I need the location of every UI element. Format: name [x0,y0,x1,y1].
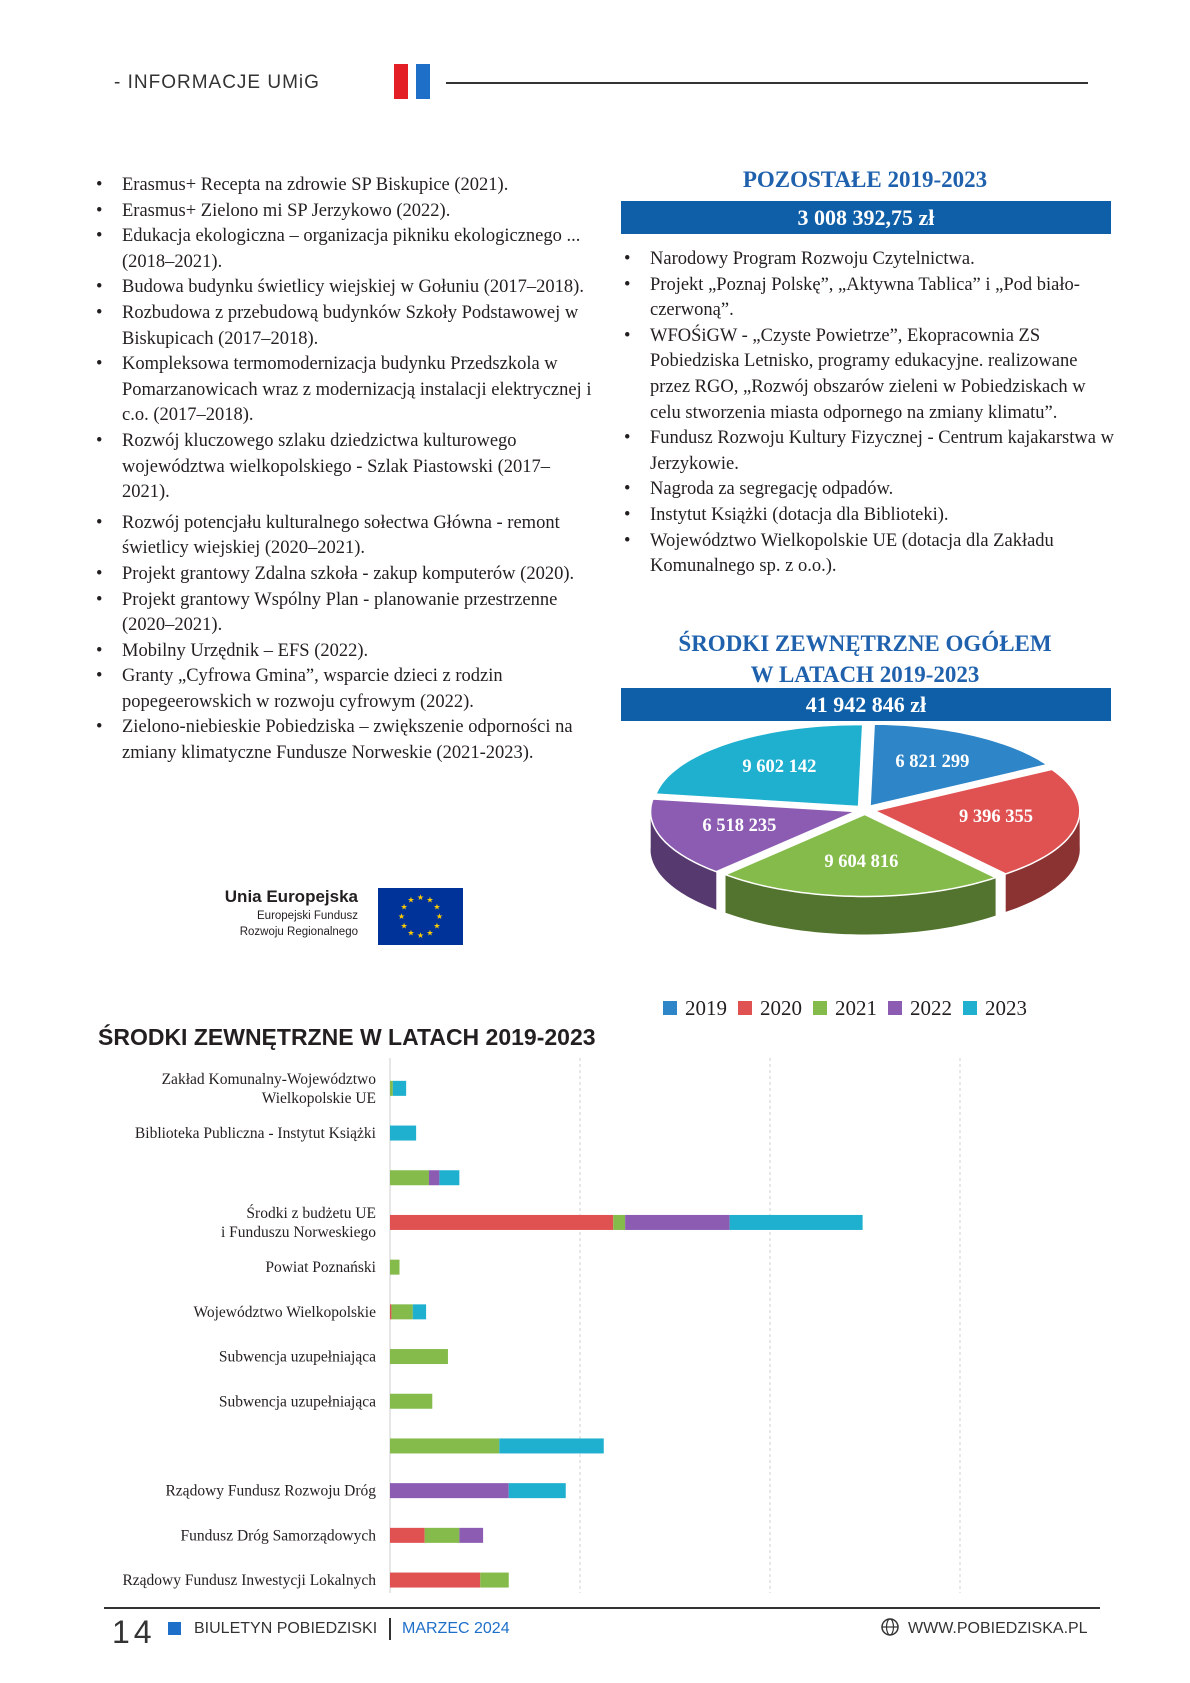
category-label: Fundusz Dróg Samorządowych [180,1527,376,1545]
eu-flag-icon [378,888,463,945]
legend-item [813,994,877,1022]
eu-star-icon: ★ [426,895,434,905]
eu-star-icon: ★ [435,912,444,921]
bar-segment-2021 [390,1394,432,1409]
pie-data-label: 9 396 355 [958,807,1033,828]
website-link[interactable]: WWW.POBIEDZISKA.PL [908,1620,1088,1637]
bar-segment-2021 [390,1438,499,1453]
bar-segment-2023 [413,1304,426,1319]
category-label: Subwencja uzupełniająca [218,1348,376,1366]
eu-star-icon: ★ [407,895,415,905]
bar-segment-2020 [390,1573,480,1588]
list-item: • Granty „Cyfrowa Gmina”, wsparcie dzieci z rodzin popegeerowskich w rozwoju cyfrowym (2022). [92,664,592,715]
bar-segment-2022 [429,1170,439,1185]
eu-star-icon: ★ [433,921,441,931]
pie-data-label: 9 604 816 [824,851,899,872]
legend-label: 2021 [835,995,877,1020]
right-source-list [620,247,1120,580]
list-item: • Narodowy Program Rozwoju Czytelnictwa. [620,247,1120,273]
eu-star-icon: ★ [407,928,415,938]
list-item: • Erasmus+ Zielono mi SP Jerzykowo (2022). [92,199,592,225]
eu-star-icon: ★ [397,912,406,921]
bar-segment-2020 [390,1528,425,1543]
list-item: • Erasmus+ Recepta na zdrowie SP Biskupice (2021). [92,173,592,199]
ogolem-heading-line: W LATACH 2019-2023 [750,662,980,687]
list-item: • Rozwój kluczowego szlaku dziedzictwa kulturowego województwa wielkopolskiego - Szlak Piastowski (2017–2021). [92,429,592,506]
list-item: • Nagroda za segregację odpadów. [620,477,1120,503]
category-label: Biblioteka Publiczna - Instytut Książki [134,1125,376,1143]
bar-chart-title: ŚRODKI ZEWNĘTRZNE W LATACH 2019-2023 [98,1024,596,1050]
eu-star-icon: ★ [400,902,408,912]
list-item: • WFOŚiGW - „Czyste Powietrze”, Ekopracownia ZS Pobiedziska Letnisko, programy edukacyjne. realizowane przez RGO, „Rozwój obszarów zieleni w Pobiedziskach w celu stworzenia miasta odpornego na zmiany klimatu”. [620,324,1120,426]
bar-chart [88,1058,1108,1603]
pie-data-label: 6 518 235 [702,815,777,836]
footer-square-icon [168,1622,181,1635]
bar-segment-2023 [509,1483,566,1498]
list-item: • Fundusz Rozwoju Kultury Fizycznej - Centrum kajakarstwa w Jerzykowie. [620,426,1120,477]
list-item: • Zielono-niebieskie Pobiedziska – zwiększenie odporności na zmiany klimatyczne Fundusze Norweskie (2021-2023). [92,715,592,766]
header-blue-bar [416,64,430,99]
category-label: Środki z budżetu UE [246,1204,376,1222]
bar-segment-2020 [390,1304,391,1319]
legend-label: 2023 [985,995,1027,1020]
ogolem-amount-bar: 41 942 846 zł [621,688,1111,721]
legend-swatch [888,1001,902,1015]
header-rule [446,82,1088,84]
list-item: • Rozbudowa z przebudową budynków Szkoły Podstawowej w Biskupicach (2017–2018). [92,301,592,352]
bar-segment-2023 [499,1438,604,1453]
category-label: Rządowy Fundusz Inwestycji Lokalnych [122,1572,376,1590]
category-label: Wielkopolskie UE [261,1089,376,1107]
list-item: • Budowa budynku świetlicy wiejskiej w Gołuniu (2017–2018). [92,275,592,301]
list-item: • Kompleksowa termomodernizacja budynku Przedszkola w Pomarzanowicach wraz z modernizacją instalacji elektrycznej i c.o. (2017–2018). [92,352,592,429]
publication-name: BIULETYN POBIEDZISKI [194,1620,378,1637]
legend-swatch [663,1001,677,1015]
bar-segment-2020 [390,1215,613,1230]
list-item: • Edukacja ekologiczna – organizacja pikniku ekologicznego ... (2018–2021). [92,224,592,275]
bar-segment-2021 [480,1573,509,1588]
page-number: 14 [112,1614,156,1650]
footer-rule [104,1607,1100,1609]
eu-star-icon: ★ [426,928,434,938]
bar-segment-2023 [390,1126,416,1141]
list-item: • Projekt „Poznaj Polskę”, „Aktywna Tablica” i „Pod biało-czerwoną”. [620,273,1120,324]
bar-segment-2021 [390,1170,429,1185]
list-item: • Projekt grantowy Wspólny Plan - planowanie przestrzenne (2020–2021). [92,588,592,639]
pozostale-amount-bar: 3 008 392,75 zł [621,201,1111,234]
ogolem-heading [620,628,1110,690]
list-item: • Województwo Wielkopolskie UE (dotacja dla Zakładu Komunalnego sp. z o.o.). [620,529,1120,580]
header-red-bar [394,64,408,99]
section-label: - INFORMACJE UMiG [114,72,320,93]
eu-star-icon: ★ [416,931,425,940]
legend-item [663,994,727,1022]
footer-separator [389,1618,391,1640]
bar-segment-2021 [613,1215,625,1230]
bar-segment-2021 [391,1304,412,1319]
eu-star-icon: ★ [400,921,408,931]
eu-logo-subtitle: Rozwoju Regionalnego [239,926,358,938]
list-item: • Projekt grantowy Zdalna szkoła - zakup komputerów (2020). [92,562,592,588]
legend-swatch [738,1001,752,1015]
bar-segment-2023 [439,1170,459,1185]
list-item: • Mobilny Urzędnik – EFS (2022). [92,639,592,665]
category-label: Województwo Wielkopolskie [193,1303,376,1321]
bar-segment-2023 [393,1081,406,1096]
legend-item [738,994,802,1022]
ogolem-heading-line: ŚRODKI ZEWNĘTRZNE OGÓŁEM [678,631,1052,656]
category-label: Subwencja uzupełniająca [218,1393,376,1411]
legend-label: 2020 [760,995,802,1020]
bar-segment-2021 [425,1528,460,1543]
legend-label: 2019 [685,995,727,1020]
bar-segment-2021 [390,1260,400,1275]
pie-data-label: 9 602 142 [742,756,817,777]
bar-segment-2022 [390,1483,509,1498]
category-label: Rządowy Fundusz Rozwoju Dróg [165,1482,376,1500]
legend-item [963,994,1027,1022]
legend-swatch [813,1001,827,1015]
category-label: i Funduszu Norweskiego [221,1223,376,1241]
left-project-list [92,173,592,767]
legend-label: 2022 [910,995,952,1020]
pozostale-heading: POZOSTAŁE 2019-2023 [742,167,988,192]
list-item: • Instytut Książki (dotacja dla Biblioteki). [620,503,1120,529]
bar-segment-2022 [459,1528,483,1543]
eu-star-icon: ★ [416,893,425,902]
category-label: Zakład Komunalny-Województwo [161,1070,376,1088]
issue-date: MARZEC 2024 [402,1620,510,1637]
legend-swatch [963,1001,977,1015]
eu-star-icon: ★ [433,902,441,912]
pie-data-label: 6 821 299 [895,751,970,772]
bar-segment-2023 [730,1215,863,1230]
list-item: • Rozwój potencjału kulturalnego sołectwa Główna - remont świetlicy wiejskiej (2020–2021). [92,511,592,562]
eu-logo-title: Unia Europejska [224,887,358,906]
bar-segment-2021 [390,1081,393,1096]
legend-item [888,994,952,1022]
eu-logo-subtitle: Europejski Fundusz [257,910,358,922]
globe-icon [880,1617,900,1637]
category-label: Powiat Poznański [265,1259,376,1277]
bar-segment-2021 [390,1349,448,1364]
chart-legend [663,994,1038,1022]
bar-segment-2022 [625,1215,730,1230]
